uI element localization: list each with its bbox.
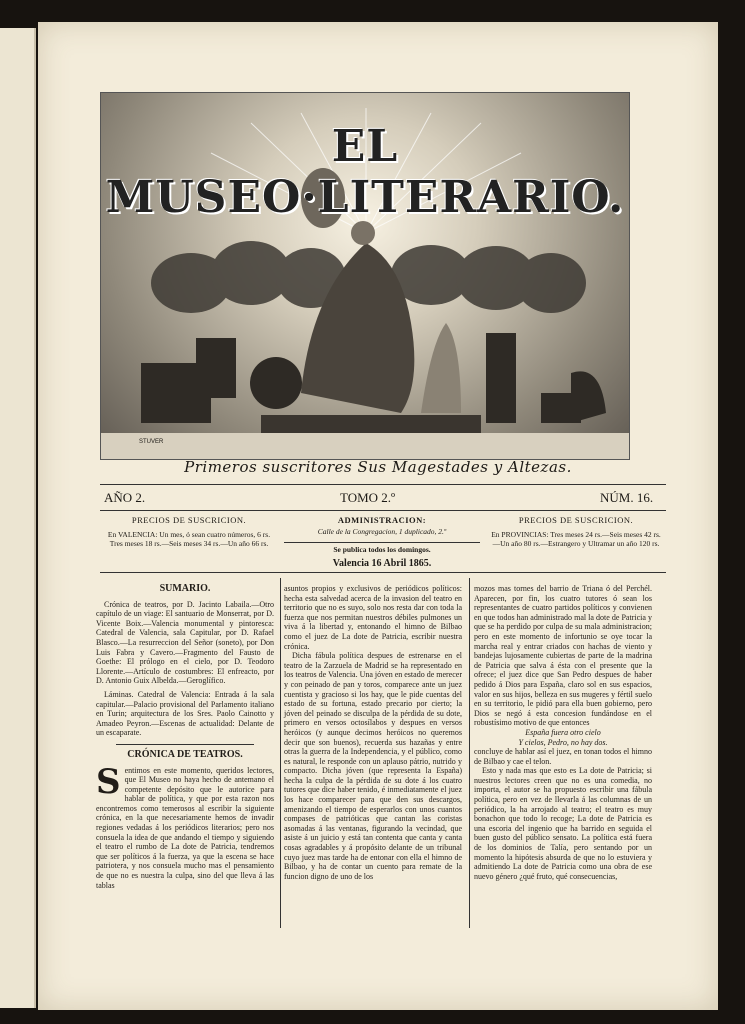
summary-heading: SUMARIO. bbox=[159, 583, 211, 594]
column-2 bbox=[284, 584, 462, 881]
rule-meta bbox=[100, 510, 666, 511]
verse-line: Y cielos, Pedro, no hay dos. bbox=[518, 737, 608, 747]
chronicle-heading: CRÓNICA DE TEATROS. bbox=[127, 748, 243, 760]
chronicle-text bbox=[96, 761, 274, 891]
column-1 bbox=[96, 584, 274, 890]
column-3-paragraph: concluye de hablar así el juez, en tonan todos el himno de Bilbao y cae el telon. bbox=[474, 747, 652, 766]
prices-provinces-text: En PROVINCIAS: Tres meses 24 rs.—Seis meses 42 rs.—Un año 80 rs.—Estrangero y Ultramar un año 120 rs. bbox=[491, 530, 661, 548]
prices-provinces bbox=[490, 516, 662, 548]
prices-valencia-heading: PRECIOS DE SUSCRICION. bbox=[131, 515, 247, 525]
engraver-signature: STUVER bbox=[139, 439, 164, 445]
summary-rule bbox=[116, 744, 254, 745]
issue-number: NÚM. 16. bbox=[600, 490, 654, 505]
masthead-title: EL MUSEO·LITERARIO. bbox=[105, 121, 625, 223]
prices-valencia bbox=[104, 516, 274, 548]
verse-line: España fuera otro cielo bbox=[525, 727, 601, 737]
masthead-subtitle: Primeros suscritores Sus Magestades y Altezas. bbox=[184, 458, 572, 476]
administration-schedule: Se publica todos los domingos. bbox=[284, 542, 480, 554]
rule-top bbox=[100, 484, 666, 485]
column-3-paragraph: Esto y nada mas que esto es La dote de Patricia; si nuestros lectores creen que no es una comedia, no importa, el autor se ha propuesto escribir una fábula política, pero en vez de llevarla á las columnas de un periódico, la ha arrojado al teatro; el teatro es muy bonachon que todo lo recoge; La dote de Patricia es una escoria del ingenio que ha barrido en seguida el buen gusto del público sensato. La política está fuera de los dominios de Talía, pero sentando por un momento la hipótesis absurda de que no lo estuviera y admitiendo La dote de Patricia como una obra de ese nuevo género ¿qué fruto, qué consecuencias, bbox=[474, 766, 652, 881]
column-2-paragraph: Dicha fábula política despues de estrenarse en el teatro de la Zarzuela de Madrid se ha representado en los teatros de Valencia. Una jóven en estado de merecer y con peinado de pan y toros, comparece ante un juez cuentista y gracioso si los hay, que le pide cuentas del estado de su fortuna, estado precario por cierto; la jóven del peinado se disculpa de la pérdida de su dote, primero en versos octosílabos y despues en versos heróicos (y aunque decimos heróicos no queremos decir que son buenos), recuerda sus hazañas y entre otras la guerra de la Independencia, y el público, como es natural, le responde con un aplauso pátrio, nutrido y compacto. Dicha jóven (que representa la España) hecha la culpa de la pérdida de su dote á los cuatro tutores que dice haber tenido, é inmediatamente el juez los hace comparecer para que den sus descargos, amenizando el tiempo de esperarlos con unos cuantos compases de patrióticas que cantan las coristas asomadas á las ventanas, figurando la vecindad, que asiste á un juicio y está tan contenta que canta y canta cosas agradables y á propósito delante de un tribunal cuyo juez mas tarde ha de entonar con ella el himno de Bilbao, y ha de contar un cuento para remate de la funcion digno de uno de los bbox=[284, 651, 462, 881]
previous-page-edge bbox=[0, 28, 36, 1008]
column-2-paragraph: asuntos propios y exclusivos de periódicos políticos: hecha esta salvedad acerca de la invasion del teatro en territorio que no es suyo, solo nos resta dar con toda la fuerza que nos permitan nuestros débiles pulmones un viva á la libertad y, entonando el himno de Bilbao como el juez de La dote de Patricia, escribir nuestra crónica. bbox=[284, 584, 462, 651]
masthead-engraving bbox=[100, 92, 630, 460]
prices-valencia-text: En VALENCIA: Un mes, ó sean cuatro números, 6 rs. Tres meses 18 rs.—Seis meses 34 rs.—Un año 66 rs. bbox=[107, 530, 271, 548]
plates-text: Láminas. Catedral de Valencia: Entrada á la sala capitular.—Palacio provisional del Parlamento italiano en Turin; arquitectura de los Sres. Paolo Cainotto y Amadeo Peyron.—Escenas de actualidad: Delante de un escaparate. bbox=[96, 689, 274, 738]
administration-box bbox=[284, 516, 480, 568]
newspaper-page bbox=[38, 22, 718, 1010]
prices-provinces-heading: PRECIOS DE SUSCRICION. bbox=[518, 515, 634, 525]
issue-volume: TOMO 2.º bbox=[340, 490, 396, 505]
rule-columns bbox=[100, 572, 666, 573]
column-separator bbox=[469, 578, 470, 928]
administration-address: Calle de la Congregacion, 1 duplicado, 2.º bbox=[317, 527, 447, 536]
issue-year: AÑO 2. bbox=[104, 490, 146, 505]
issue-date: Valencia 16 Abril 1865. bbox=[332, 558, 432, 569]
column-separator bbox=[280, 578, 281, 928]
administration-heading: ADMINISTRACION: bbox=[337, 515, 427, 525]
dropcap-letter: S bbox=[96, 761, 121, 802]
issue-meta bbox=[100, 486, 666, 508]
column-3 bbox=[474, 584, 652, 881]
summary-text: Crónica de teatros, por D. Jacinto Labaila.—Otro capítulo de un viage: El santuario de Monserrat, por D. Vicente Boix.—Valencia monumental y pintoresca: Catedral de Valencia, sala Capitular, por D. Rafael Blasco.—La resurreccion del Señor (soneto), por Don Luis Fabra y Cavero.—Fragmento del Fausto de Goethe: El prólogo en el cielo, por D. Teodoro Llorente.—Artículo de costumbres: El enfreacto, por D. Antonio Guix Albelda.—Geroglífico. bbox=[96, 599, 274, 686]
chronicle-body: entimos en este momento, queridos lectores, que El Museo no haya hecho de antemano el competente depósito que le autorice para hablar de política, y que por esta razon nos encontremos como temerosos al escribir la siguiente crónica, en la que necesariamente hemos de invadir regiones vedadas á los periódicos literarios; pero nos consuela la idea de que andando el tiempo y siguiendo el teatro el rumbo de La dote de Patricia, tendremos que ser políticos á la fuerza, ya que la escena se hace patriotera, y nos consuela mucho mas el pensamiento de que no es nuestra la culpa, sino del que lleva á las tablas bbox=[96, 765, 274, 890]
column-3-paragraph: mozos mas tornes del barrio de Triana ó del Perchél. Aparecen, por fin, los cuatro tutores ó sean los representantes de cuatro partidos políticos y convienen en que todos han administrado mal la dote de Patricia y que se ha perdido por culpa de su mala administracion; pero en este momento de infortunio se oye tocar la marcha real y entrar criados con hachas de viento y bandejas lujosamente cubiertas de parte de la madrina de Patricia que salva á ésta con el presente que la ofrece; el juez dice que San Pedro despues de haber pedido á Dios para España, claro sol en sus espacios, valor en sus hijos, belleza en sus mugeres y fértil suelo en su territorio, le pidió para ella buen gobierno, pero Dios se negó á esta concesion fundándose en el robustísimo motivo de que entonces bbox=[474, 584, 652, 728]
